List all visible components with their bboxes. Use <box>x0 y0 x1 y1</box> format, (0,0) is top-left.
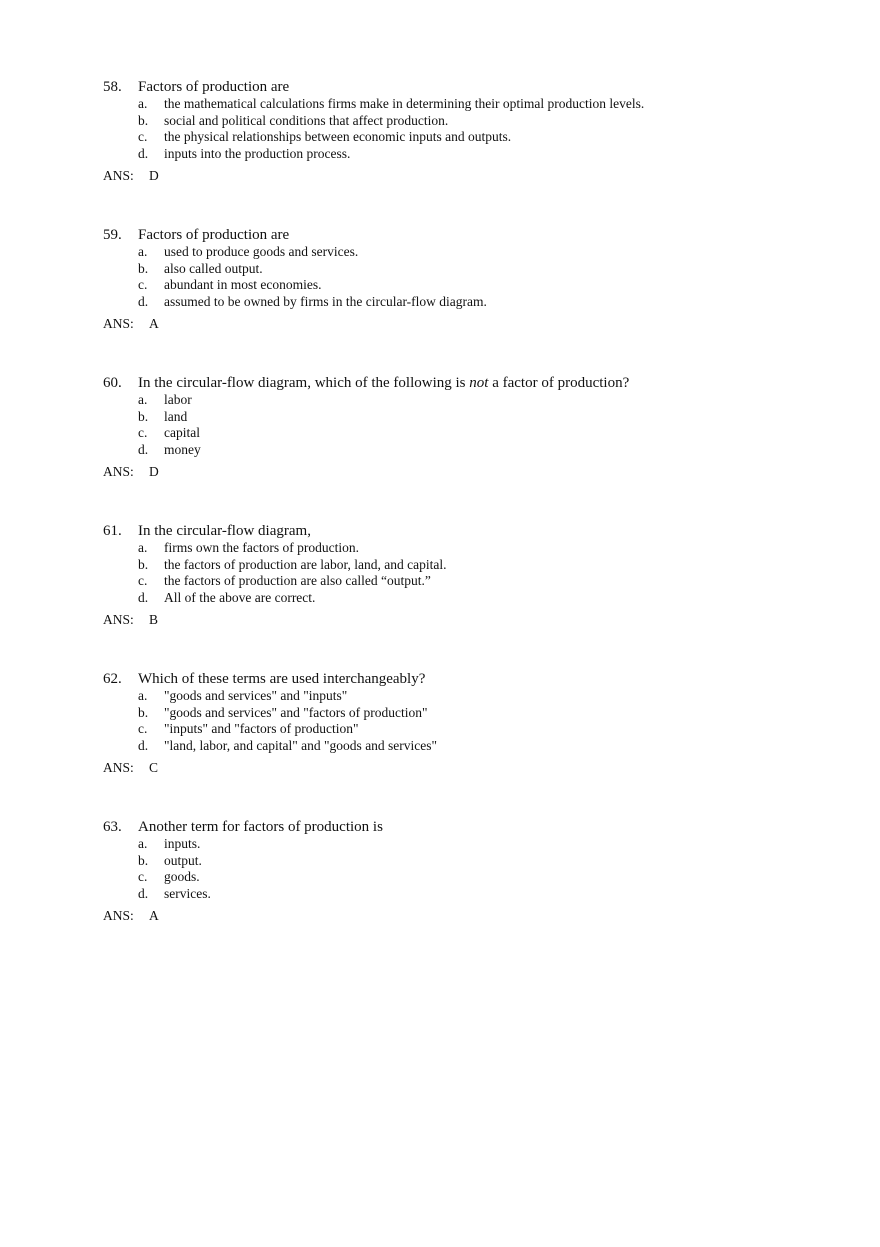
question-text: Factors of production are <box>138 227 290 243</box>
question-58 <box>103 79 843 184</box>
question-text-before: In the circular-flow diagram, which of the following is <box>138 375 470 391</box>
option-text: the physical relationships between economic inputs and outputs. <box>164 129 512 144</box>
option-a <box>138 688 843 705</box>
option-letter: b. <box>138 556 149 572</box>
question-number: 63. <box>103 819 122 835</box>
option-text: "land, labor, and capital" and "goods and services" <box>164 737 438 753</box>
option-letter: c. <box>138 869 148 884</box>
option-c <box>138 573 843 590</box>
option-d <box>138 294 843 311</box>
option-letter: a. <box>138 540 148 555</box>
question-stem <box>103 79 843 96</box>
option-d <box>138 590 843 607</box>
option-text: the mathematical calculations firms make in determining their optimal production levels. <box>164 96 645 111</box>
options-list <box>138 540 843 606</box>
options-list <box>138 244 843 310</box>
answer-line <box>103 464 843 480</box>
option-letter: c. <box>138 721 148 736</box>
option-d <box>138 146 843 163</box>
answer-label: ANS: <box>103 464 134 479</box>
option-c <box>138 425 843 442</box>
option-text: money <box>164 441 201 457</box>
answer-line <box>103 316 843 332</box>
question-text-after: a factor of production? <box>488 375 630 391</box>
option-letter: c. <box>138 277 148 292</box>
option-letter: a. <box>138 244 148 259</box>
option-a <box>138 392 843 409</box>
option-letter: a. <box>138 96 148 111</box>
option-text: capital <box>164 425 200 440</box>
option-b <box>138 853 843 870</box>
option-text: social and political conditions that affect production. <box>164 112 449 128</box>
question-59 <box>103 227 843 332</box>
option-letter: c. <box>138 573 148 588</box>
option-text: "goods and services" and "factors of production" <box>164 704 428 720</box>
answer-value: D <box>149 464 159 479</box>
options-list <box>138 688 843 754</box>
option-c <box>138 129 843 146</box>
answer-label: ANS: <box>103 908 134 923</box>
option-letter: b. <box>138 704 149 720</box>
options-list <box>138 836 843 902</box>
option-b <box>138 557 843 574</box>
question-62 <box>103 671 843 776</box>
question-text: Which of these terms are used interchangeably? <box>138 671 426 687</box>
option-letter: b. <box>138 408 149 424</box>
answer-value: C <box>149 760 159 775</box>
option-a <box>138 836 843 853</box>
answer-label: ANS: <box>103 760 134 775</box>
question-number: 61. <box>103 523 122 539</box>
option-letter: b. <box>138 260 149 276</box>
option-c <box>138 277 843 294</box>
option-letter: b. <box>138 112 149 128</box>
question-text: Another term for factors of production is <box>138 819 383 835</box>
option-letter: d. <box>138 737 149 753</box>
option-b <box>138 409 843 426</box>
option-letter: d. <box>138 293 149 309</box>
question-60 <box>103 375 843 480</box>
answer-value: D <box>149 168 159 183</box>
question-stem <box>103 819 843 836</box>
question-text: In the circular-flow diagram, <box>138 523 311 539</box>
option-text: abundant in most economies. <box>164 277 322 292</box>
option-text: "inputs" and "factors of production" <box>164 721 359 736</box>
option-b <box>138 705 843 722</box>
option-text: labor <box>164 392 192 407</box>
option-letter: d. <box>138 145 149 161</box>
option-text: used to produce goods and services. <box>164 244 359 259</box>
option-a <box>138 244 843 261</box>
answer-line <box>103 168 843 184</box>
option-b <box>138 261 843 278</box>
option-text: land <box>164 408 188 424</box>
answer-label: ANS: <box>103 612 134 627</box>
question-stem <box>103 671 843 688</box>
option-letter: a. <box>138 688 148 703</box>
option-text: the factors of production are also called “output.” <box>164 573 431 588</box>
option-text: inputs. <box>164 836 201 851</box>
option-text: the factors of production are labor, land, and capital. <box>164 556 447 572</box>
answer-value: B <box>149 612 159 627</box>
option-letter: c. <box>138 425 148 440</box>
option-text: output. <box>164 852 202 868</box>
question-text: Factors of production are <box>138 79 290 95</box>
option-text: firms own the factors of production. <box>164 540 359 555</box>
answer-label: ANS: <box>103 316 134 331</box>
option-letter: d. <box>138 441 149 457</box>
answer-line <box>103 612 843 628</box>
option-d <box>138 886 843 903</box>
question-61 <box>103 523 843 628</box>
option-text: assumed to be owned by firms in the circular-flow diagram. <box>164 293 487 309</box>
question-number: 60. <box>103 375 122 391</box>
answer-line <box>103 908 843 924</box>
option-a <box>138 96 843 113</box>
option-text: "goods and services" and "inputs" <box>164 688 348 703</box>
option-c <box>138 869 843 886</box>
option-a <box>138 540 843 557</box>
question-number: 58. <box>103 79 122 95</box>
option-d <box>138 738 843 755</box>
option-b <box>138 113 843 130</box>
answer-value: A <box>149 908 159 923</box>
question-stem <box>103 523 843 540</box>
option-letter: d. <box>138 589 149 605</box>
option-letter: a. <box>138 392 148 407</box>
option-text: inputs into the production process. <box>164 145 351 161</box>
question-stem <box>103 227 843 244</box>
option-text: services. <box>164 885 211 901</box>
option-c <box>138 721 843 738</box>
question-stem <box>103 375 843 392</box>
answer-line <box>103 760 843 776</box>
option-text: also called output. <box>164 260 263 276</box>
question-63 <box>103 819 843 924</box>
options-list <box>138 392 843 458</box>
option-letter: b. <box>138 852 149 868</box>
question-text-emphasis: not <box>469 375 489 391</box>
option-text: All of the above are correct. <box>164 589 316 605</box>
option-text: goods. <box>164 869 200 884</box>
option-d <box>138 442 843 459</box>
option-letter: c. <box>138 129 148 144</box>
question-number: 59. <box>103 227 122 243</box>
answer-value: A <box>149 316 159 331</box>
option-letter: d. <box>138 885 149 901</box>
question-number: 62. <box>103 671 122 687</box>
options-list <box>138 96 843 162</box>
answer-label: ANS: <box>103 168 134 183</box>
option-letter: a. <box>138 836 148 851</box>
